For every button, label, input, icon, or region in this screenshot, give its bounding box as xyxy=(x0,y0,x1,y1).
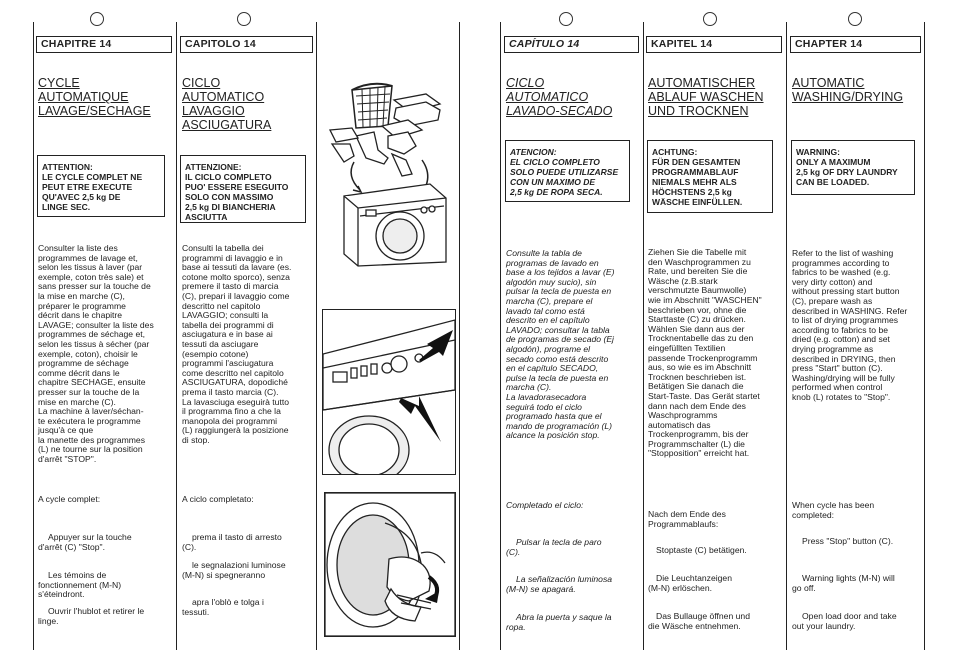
column-divider xyxy=(316,22,317,650)
instructions-text: Consulter la liste des programmes de lavage et, selon les tissus à laver (par exemple, coton très sale) et sans presser sur la touche de la mise en marche (C), préparer le programme décrit dans le chapitre LAVAGE; consulter la liste des programmes de séchage et, selon les tissus à sécher (par exemple, coton), choisir le programme de séchage comme décrit dans le chapitre SECHAGE, ensuite presser sur la touche de la mise en marche (C). La machine à laver/séchan- te exécutera le programme jusqu'à ce que la manette des programmes (L) ne tourne sur la position d'arrêt "STOP". xyxy=(38,243,154,465)
instructions-text: Ziehen Sie die Tabelle mit den Waschprogrammen zu Rate, und bereiten Sie die Wäsche (z.B.stark verschmutzte Baumwolle) wie im Abschnitt "WASCHEN" beschrieben vor, ohne die Starttaste (C) zu drücken. Wählen Sie dann aus der Trocknentabelle das zu den eingefüllten Textilien passende Trockenprogramm aus, so wie es im Abschnitt Trocknen beschrieben ist. Betätigen Sie danach die Start-Taste. Das Gerät startet dann nach dem Ende des Waschprogramms automatisch das Trockenprogramm, bis der Programmschalter (L) die "Stopposition" erreicht hat. xyxy=(648,247,762,459)
step-stop: prema il tasto di arresto (C). xyxy=(182,532,282,552)
cycle-complete-label: When cycle has been completed: xyxy=(792,500,875,520)
cycle-complete-label: A cycle complet: xyxy=(38,494,101,504)
cycle-complete-label: Completado el ciclo: xyxy=(506,500,584,510)
instructions-text: Refer to the list of washing programmes according to fabrics to be washed (e.g. very dirty cotton) and without pressing start button (C), prepare wash as described in WASHING. Refer to list of drying programmes according to fabrics to be dried (e.g. cotton) and set drying programme as described in DRYING, then press "Start" button (C). Washing/drying will be fully performed when control knob (L) rotates to "Stop". xyxy=(792,248,908,402)
warning-box: ATTENZIONE: IL CICLO COMPLETO PUO' ESSERE ESEGUITO SOLO CON MASSIMO 2,5 kg DI BIANCHERIA ASCIUTTA xyxy=(180,155,306,223)
column-divider xyxy=(500,22,501,650)
step-open-door: Abra la puerta y saque la ropa. xyxy=(506,612,612,632)
page-marker xyxy=(90,12,104,26)
laundry-basket-icon xyxy=(352,84,392,128)
step-lights: Die Leuchtanzeigen (M-N) erlöschen. xyxy=(648,573,732,593)
instructions-text: Consulti la tabella dei programmi di lavaggio e in base ai tessuti da lavare (es. cotone molto sporco), senza premere il tasto di marcia (C), prepari il lavaggio come descritto nel capitolo LAVAGGIO; consulti la tabella dei programmi di asciugatura e in base ai tessuti da asciugare (esempio cotone) programmi l'asciugatura come descritto nel capitolo ASCIUGATURA, dopodiché prema il tasto marcia (C). La lavasciuga eseguirà tutto il programma fino a che la manopola dei programmi (L) raggiungerà la posizione di stop. xyxy=(182,243,292,445)
step-open-door: apra l'oblò e tolga i tessuti. xyxy=(182,597,264,617)
chapter-header: CAPITOLO 14 xyxy=(180,36,313,53)
step-lights: Warning lights (M-N) will go off. xyxy=(792,573,895,593)
instructions-text: Consulte la tabla de programas de lavado en base a los tejidos a lavar (E) algodón muy sucio), sin pulsar la tecla de puesta en marcha (C), prepare el lavado tal como está descrito en el capítulo LAVADO; consultar la tabla de programas de secado (Ej algodón), programe el secado como está descrito en el capítulo SECADO, pulse la tecla de puesta en marcha (C). La lavadorasecadora seguirá todo el ciclo programado hasta que el mando de programación (L) alcance la posición stop. xyxy=(506,248,615,441)
chapter-header: KAPITEL 14 xyxy=(646,36,782,53)
column-divider xyxy=(459,22,460,650)
page-marker xyxy=(703,12,717,26)
chapter-header: CAPÍTULO 14 xyxy=(504,36,639,53)
warning-box: ATENCION: EL CICLO COMPLETO SOLO PUEDE UTILIZARSE CON UN MAXIMO DE 2,5 kg DE ROPA SECA. xyxy=(505,140,630,202)
warning-box: WARNING: ONLY A MAXIMUM 2,5 kg OF DRY LAUNDRY CAN BE LOADED. xyxy=(791,140,915,195)
step-stop: Pulsar la tecla de paro (C). xyxy=(506,537,602,557)
section-title: CICLO AUTOMATICO LAVAGGIO ASCIUGATURA xyxy=(182,76,272,132)
section-title: CICLO AUTOMATICO LAVADO-SECADO xyxy=(506,76,613,118)
door-frame xyxy=(324,492,456,637)
washing-machine-icon xyxy=(344,184,446,266)
program-knob-icon xyxy=(391,356,407,372)
chapter-header: CHAPTER 14 xyxy=(790,36,921,53)
step-lights: La señalización luminosa (M-N) se apagará. xyxy=(506,574,613,594)
column-divider xyxy=(643,22,644,650)
control-panel-illustration xyxy=(323,310,455,474)
chapter-header: CHAPITRE 14 xyxy=(36,36,172,53)
column-divider xyxy=(33,22,34,650)
step-stop: Appuyer sur la touche d'arrêt (C) "Stop". xyxy=(38,532,132,552)
washer-loading-illustration xyxy=(322,78,454,268)
page-marker xyxy=(237,12,251,26)
step-open-door: Ouvrir l'hublot et retirer le linge. xyxy=(38,606,145,626)
page-marker xyxy=(559,12,573,26)
section-title: CYCLE AUTOMATIQUE LAVAGE/SECHAGE xyxy=(38,76,151,118)
step-lights: Les témoins de fonctionnement (M-N) s'éteindront. xyxy=(38,570,122,600)
control-panel-frame xyxy=(322,309,456,475)
step-open-door: Das Bullauge öffnen und die Wäsche entnehmen. xyxy=(648,611,750,631)
cycle-complete-label: A ciclo completato: xyxy=(182,494,254,504)
column-divider xyxy=(786,22,787,650)
step-stop: Press "Stop" button (C). xyxy=(802,536,894,546)
column-divider xyxy=(924,22,925,650)
warning-box: ATTENTION: LE CYCLE COMPLET NE PEUT ETRE EXECUTE QU'AVEC 2,5 kg DE LINGE SEC. xyxy=(37,155,165,217)
unloading-illustration xyxy=(325,493,455,636)
section-title: AUTOMATIC WASHING/DRYING xyxy=(792,76,904,104)
step-stop: Stoptaste (C) betätigen. xyxy=(656,545,747,555)
warning-box: ACHTUNG: FÜR DEN GESAMTEN PROGRAMMABLAUF NIEMALS MEHR ALS HÖCHSTENS 2,5 kg WÄSCHE EINFÜLLEN. xyxy=(647,140,773,213)
section-title: AUTOMATISCHER ABLAUF WASCHEN UND TROCKNEN xyxy=(648,76,764,118)
step-open-door: Open load door and take out your laundry. xyxy=(792,611,897,631)
cycle-complete-label: Nach dem Ende des Programmablaufs: xyxy=(648,509,726,529)
column-divider xyxy=(176,22,177,650)
page-marker xyxy=(848,12,862,26)
step-lights: le segnalazioni luminose (M-N) si spegneranno xyxy=(182,560,286,580)
